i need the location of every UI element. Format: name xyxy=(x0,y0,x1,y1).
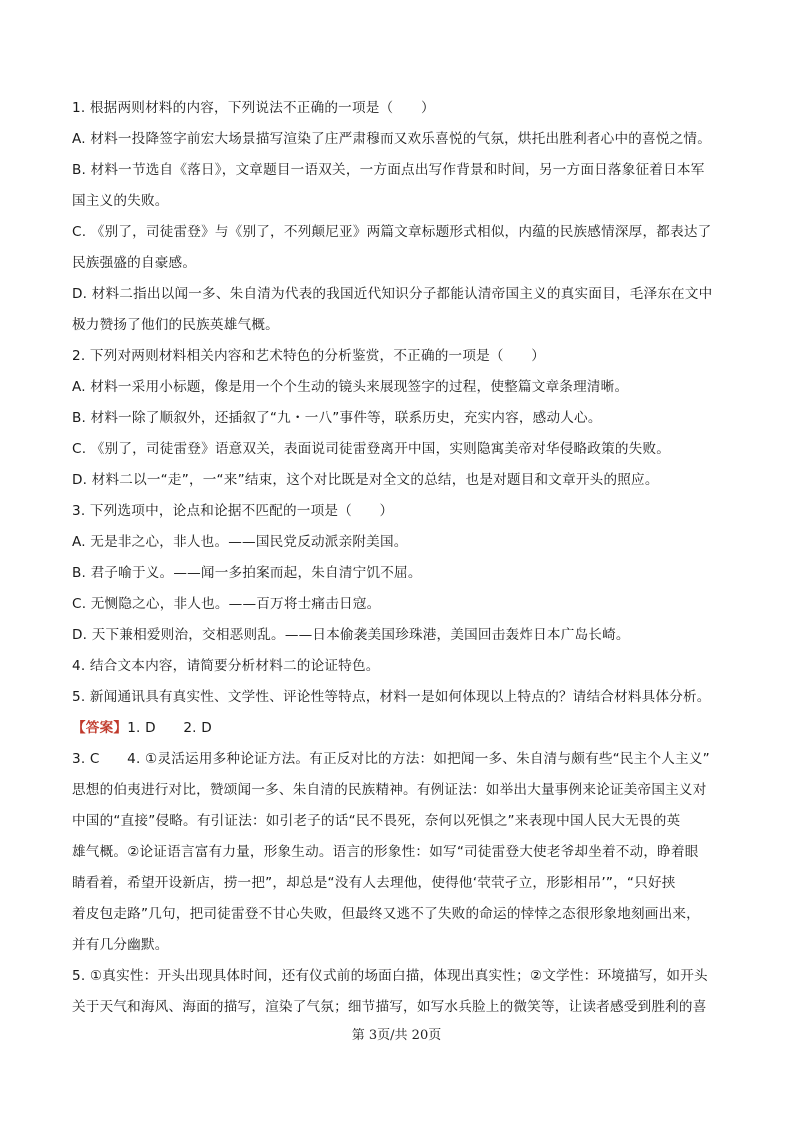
answer-4-line3: 中国的“直接”侵略。有引证法：如引老子的话“民不畏死，奈何以死惧之”来表现中国人民大无畏的英 xyxy=(72,813,681,829)
q4-stem: 4. 结合文本内容，请简要分析材料二的论证特色。 xyxy=(72,658,380,674)
q3-option-d: D. 天下兼相爱则治，交相恶则乱。——日本偷袭美国珍珠港，美国回击轰炸日本广岛长崎。 xyxy=(72,627,630,643)
q3-stem: 3. 下列选项中，论点和论据不匹配的一项是（ ） xyxy=(72,503,394,519)
q1-option-b-line2: 国主义的失败。 xyxy=(72,193,169,209)
page-number-footer: 第 3页/共 20页 xyxy=(351,1028,442,1043)
answer-4-line7: 并有几分幽默。 xyxy=(72,937,169,953)
q1-option-b-line1: B. 材料一节选自《落日》，文章题目一语双关，一方面点出写作背景和时间，另一方面日落象征着日本军 xyxy=(72,162,705,178)
answer-4-line6: 着皮包走路”几句，把司徒雷登不甘心失败，但最终又逃不了失败的命运的悻悻之态很形象地刻画出来， xyxy=(72,906,700,922)
answer-5-line1: 5. ①真实性：开头出现具体时间，还有仪式前的场面白描，体现出真实性；②文学性：环境描写，如开头 xyxy=(72,968,708,984)
q1-stem: 1. 根据两则材料的内容，下列说法不正确的一项是（ ） xyxy=(72,100,435,116)
answer-4-line1: 3. C 4. ①灵活运用多种论证方法。有正反对比的方法：如把闻一多、朱自清与颇有些“民主个人主义” xyxy=(72,751,710,767)
q3-option-b: B. 君子喻于义。——闻一多拍案而起，朱自清宁饥不屈。 xyxy=(72,565,422,581)
answer-5-line2: 关于天气和海风、海面的描写，渲染了气氛；细节描写，如写水兵脸上的微笑等，让读者感受到胜利的喜 xyxy=(72,999,707,1015)
q1-option-c-line1: C. 《别了，司徒雷登》与《别了，不列颠尼亚》两篇文章标题形式相似，内蕴的民族感情深厚，都表达了 xyxy=(72,224,712,240)
answer-header xyxy=(72,713,728,744)
q3-option-c: C. 无恻隐之心，非人也。——百万将士痛击日寇。 xyxy=(72,596,381,612)
q2-option-b: B. 材料一除了顺叙外，还插叙了“九・一八”事件等，联系历史，充实内容，感动人心。 xyxy=(72,410,602,426)
answer-tag: 【答案】 xyxy=(72,720,128,736)
q1-option-d-line2: 极力赞扬了他们的民族英雄气概。 xyxy=(72,317,279,333)
q5-stem: 5. 新闻通讯具有真实性、文学性、评论性等特点，材料一是如何体现以上特点的？请结合材料具体分析。 xyxy=(72,689,711,705)
q2-option-d: D. 材料二以一“走”，一“来”结束，这个对比既是对全文的总结，也是对题目和文章开头的照应。 xyxy=(72,472,659,488)
answer-4-line2: 思想的伯夷进行对比，赞颂闻一多、朱自清的民族精神。有例证法：如举出大量事例来论证美帝国主义对 xyxy=(72,782,707,798)
q2-option-a: A. 材料一采用小标题，像是用一个个生动的镜头来展现签字的过程，使整篇文章条理清晰。 xyxy=(72,379,629,395)
q1-option-c-line2: 民族强盛的自豪感。 xyxy=(72,255,197,271)
answer-first: 1. D 2. D xyxy=(127,720,212,736)
q2-option-c: C. 《别了，司徒雷登》语意双关，表面说司徒雷登离开中国，实则隐寓美帝对华侵略政策的失败。 xyxy=(72,441,671,457)
answer-4-line5: 睛看着，希望开设新店，捞一把”，却总是“没有人去理他，使得他‘茕茕孑立，形影相吊’”，“只好挟 xyxy=(72,875,676,891)
q2-stem: 2. 下列对两则材料相关内容和艺术特色的分析鉴赏，不正确的一项是（ ） xyxy=(72,348,546,364)
q1-option-d-line1: D. 材料二指出以闻一多、朱自清为代表的我国近代知识分子都能认清帝国主义的真实面目，毛泽东在文中 xyxy=(72,286,713,302)
answer-4-line4: 雄气概。②论证语言富有力量，形象生动。语言的形象性：如写“司徒雷登大使老爷却坐着不动，睁着眼 xyxy=(72,844,699,860)
q1-option-a: A. 材料一投降签字前宏大场景描写渲染了庄严肃穆而又欢乐喜悦的气氛，烘托出胜利者心中的喜悦之情。 xyxy=(72,131,712,147)
question-content xyxy=(72,93,728,1023)
q3-option-a: A. 无是非之心，非人也。——国民党反动派亲附美国。 xyxy=(72,534,408,550)
